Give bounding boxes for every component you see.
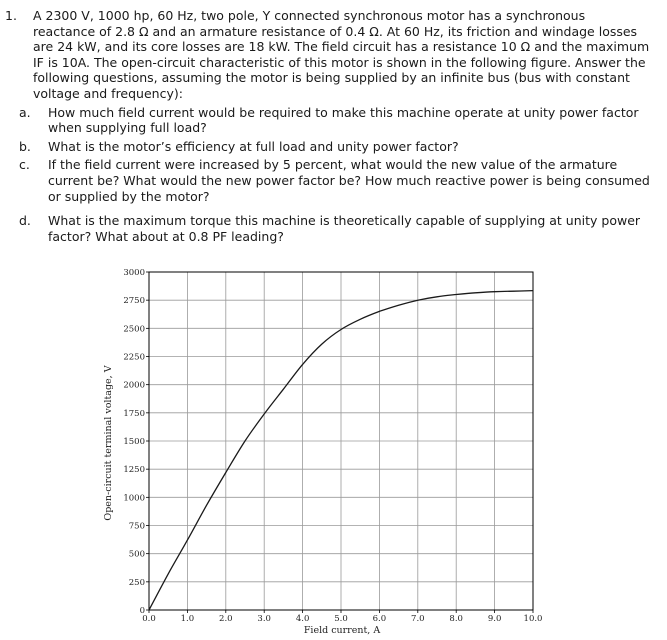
problem-statement: A 2300 V, 1000 hp, 60 Hz, two pole, Y connected synchronous motor has a synchronous reactance of 2.8 Ω and an armature resistance of 0.4 Ω. At 60 Hz, its friction and windage losses are 24 kW, and its core losses are 18 kW. The field circuit has a resistance 10 Ω and the maximum IF is 10A. The open-circuit characteristic of this motor is shown in the following figure. Answer the following questions, assuming the motor is being supplied by an infinite bus (bus with constant voltage and frequency): — [33, 8, 650, 101]
x-tick-label: 4.0 — [295, 614, 310, 624]
x-tick-label: 7.0 — [411, 614, 425, 624]
y-tick-label: 500 — [128, 549, 145, 560]
y-tick-label: 1750 — [123, 408, 145, 419]
part-text: What is the maximum torque this machine is theoretically capable of supplying at unity power factor? What about at 0.8 PF leading? — [48, 213, 641, 244]
x-tick-label: 9.0 — [487, 614, 502, 624]
x-tick-label: 6.0 — [372, 614, 387, 624]
part-text: What is the motor’s efficiency at full load and unity power factor? — [48, 138, 459, 154]
x-tick-label: 2.0 — [219, 614, 233, 624]
problem-number: 1. — [5, 8, 17, 23]
y-tick-label: 2750 — [123, 296, 145, 307]
x-tick-label: 1.0 — [180, 614, 195, 624]
part-text: If the field current were increased by 5 percent, what would the new value of the armature current be? What would the new power factor be? How much reactive power is being consumed or supplied by the motor? — [48, 157, 650, 204]
x-tick-label: 10.0 — [523, 614, 543, 624]
y-tick-label: 3000 — [123, 268, 145, 278]
part-label: a. — [19, 104, 31, 120]
y-tick-label: 2250 — [123, 352, 145, 363]
y-tick-label: 1250 — [123, 465, 145, 476]
y-tick-label: 1000 — [123, 493, 145, 504]
part-label: d. — [19, 213, 31, 229]
part-label: b. — [19, 138, 31, 154]
y-tick-label: 1500 — [123, 437, 145, 447]
x-tick-label: 3.0 — [257, 614, 271, 624]
x-tick-label: 5.0 — [334, 614, 348, 624]
y-tick-label: 2000 — [123, 380, 145, 391]
y-tick-label: 750 — [128, 521, 145, 532]
part-label: c. — [19, 157, 30, 173]
x-tick-label: 0.0 — [142, 614, 156, 624]
y-tick-label: 250 — [128, 577, 145, 588]
y-tick-label: 0 — [139, 606, 145, 616]
x-tick-label: 8.0 — [449, 614, 463, 624]
part-text: How much field current would be required to make this machine operate at unity power factor when supplying full load? — [48, 104, 639, 136]
y-axis-label: Open-circuit terminal voltage, V — [103, 365, 114, 521]
y-tick-label: 2500 — [123, 324, 145, 335]
x-axis-label: Field current, A — [303, 625, 381, 636]
